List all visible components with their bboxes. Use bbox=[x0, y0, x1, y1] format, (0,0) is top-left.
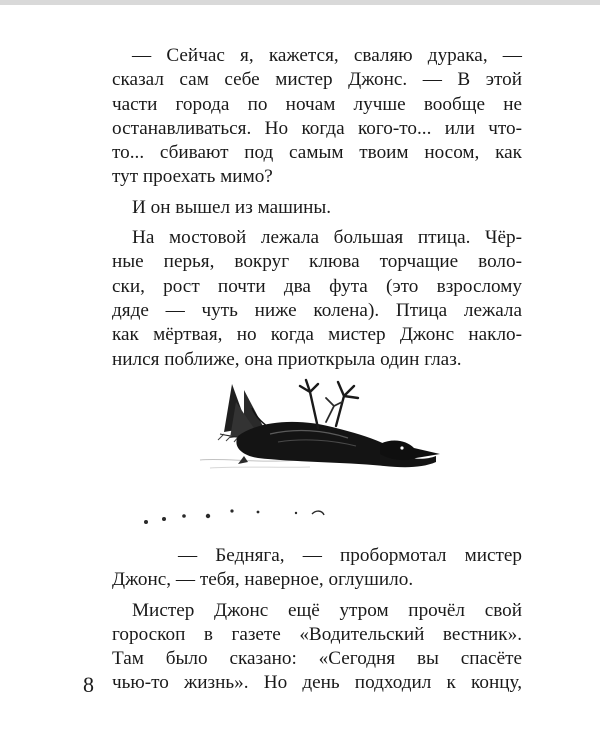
paragraph bbox=[112, 599, 522, 696]
text-line: ски, рост почти два фута (это взрослому bbox=[112, 275, 522, 297]
text-line: Мистер Джонс ещё утром прочёл свой bbox=[132, 599, 522, 621]
text-line: ные перья, вокруг клюва торчащие воло- bbox=[112, 251, 522, 273]
text-line: На мостовой лежала большая птица. Чёр- bbox=[132, 227, 522, 249]
text-line: дяде — чуть ниже колена). Птица лежала bbox=[112, 299, 522, 321]
text-line: нился поближе, она приоткрыла один глаз. bbox=[112, 348, 462, 370]
text-line: части города по ночам лучше вообще не bbox=[112, 93, 522, 115]
text-line: Там было сказано: «Сегодня вы спасёте bbox=[112, 648, 522, 670]
text-line: чью-то жизнь». Но день подходил к концу, bbox=[112, 672, 522, 694]
fallen-crow-illustration bbox=[140, 362, 470, 532]
page-top-edge bbox=[0, 0, 600, 5]
text-line: И он вышел из машины. bbox=[132, 196, 332, 218]
text-line: — Бедняга, — пробормотал мистер bbox=[178, 545, 522, 566]
text-block-bottom bbox=[112, 544, 522, 696]
text-line: гороскоп в газете «Водительский вестник». bbox=[112, 623, 522, 645]
page-number: 8 bbox=[83, 672, 94, 697]
paragraph bbox=[112, 544, 522, 593]
text-line: то... сбивают под самым твоим носом, как bbox=[112, 142, 522, 164]
text-line: как мёртвая, но когда мистер Джонс накло- bbox=[112, 324, 522, 346]
paragraph bbox=[112, 196, 522, 220]
text-line: сказал сам себе мистер Джонс. — В этой bbox=[112, 69, 522, 91]
text-block-top bbox=[112, 44, 522, 372]
text-line: Джонс, — тебя, наверное, оглушило. bbox=[112, 569, 414, 591]
text-line: останавливаться. Но когда кого-то... или что- bbox=[112, 117, 522, 139]
paragraph bbox=[112, 44, 522, 190]
text-line: — Сейчас я, кажется, сваляю дурака, — bbox=[132, 45, 522, 66]
paragraph bbox=[112, 226, 522, 372]
text-line: тут проехать мимо? bbox=[112, 166, 273, 188]
